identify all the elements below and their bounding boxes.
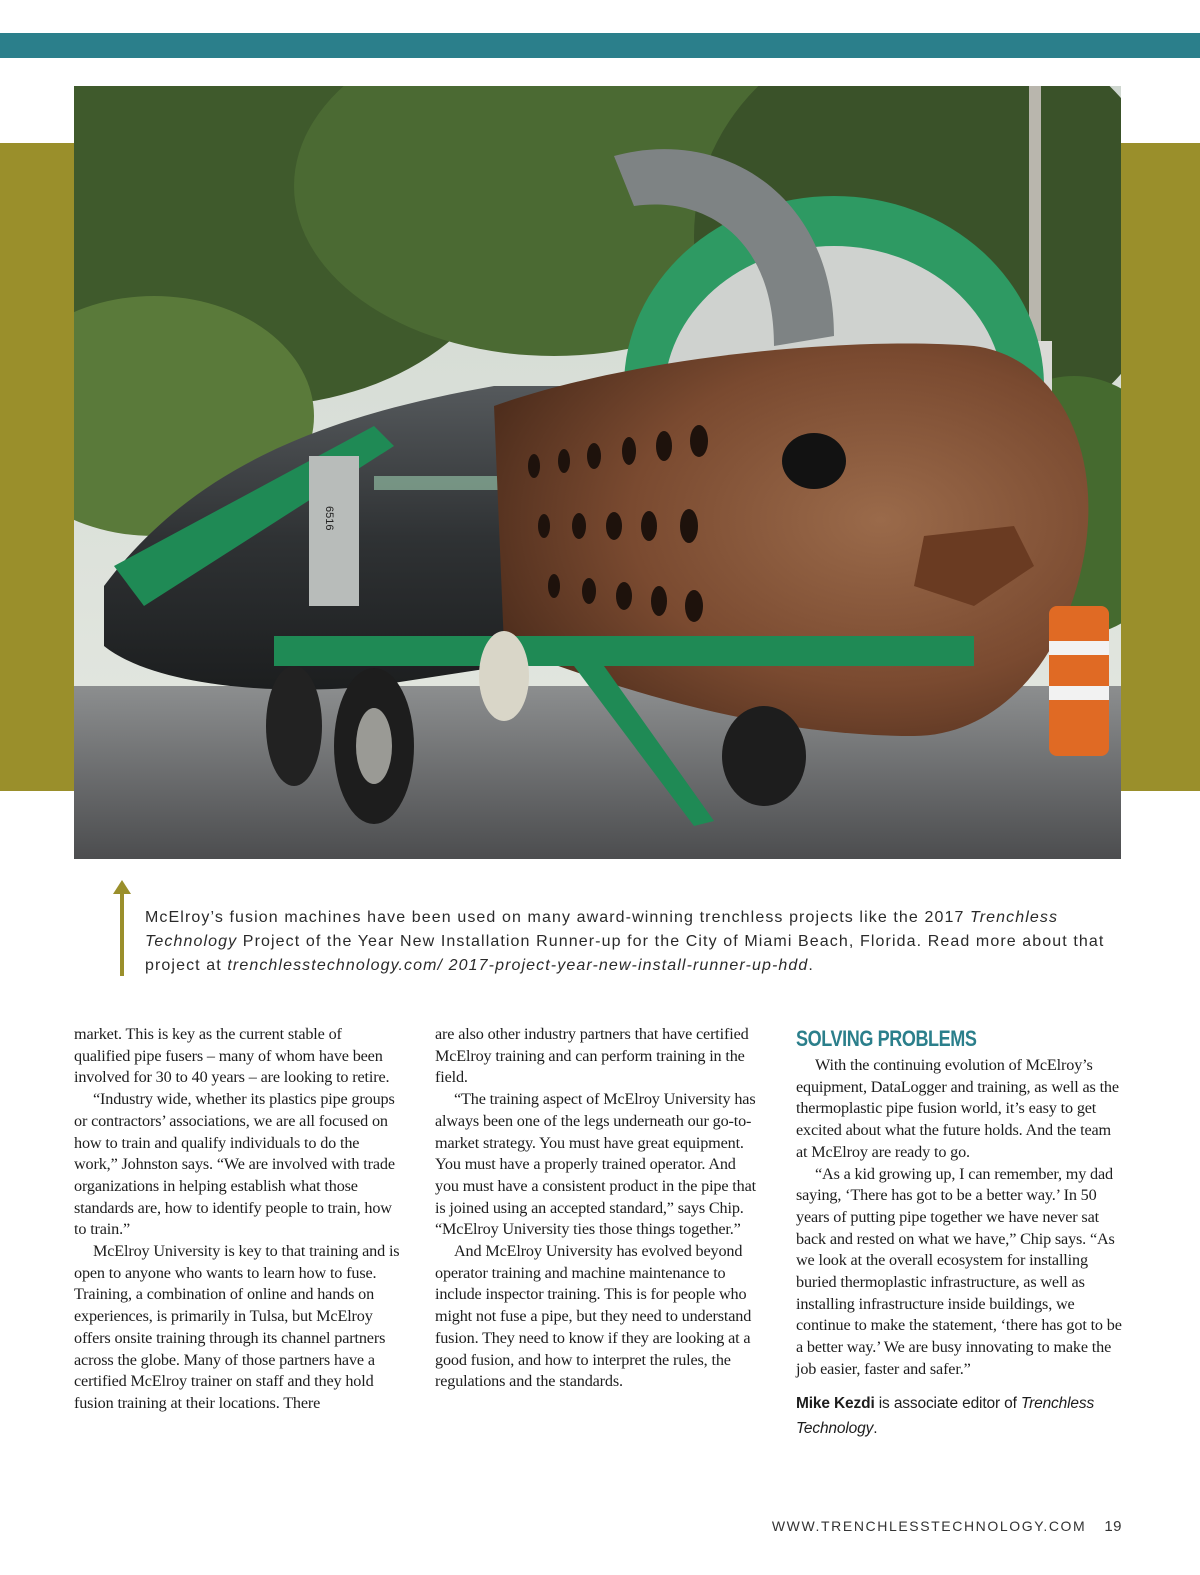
photo-caption [145, 906, 1105, 978]
paragraph: market. This is key as the current stable of qualified pipe fusers – many of whom have been involved for 30 to 40 years – are looking to retire. [74, 1025, 390, 1087]
article-column-2 [435, 1024, 761, 1393]
bio-publication: Trenchless Technology [796, 1394, 1095, 1437]
caption-publication: Trenchless Technology [145, 909, 1059, 950]
fusion-machine-photo [74, 86, 1121, 859]
article-column-1 [74, 1024, 400, 1415]
paragraph: “Industry wide, whether its plastics pipe groups or contractors’ associations, we are all focused on how to train and qualify individuals to do the work,” Johnston says. “We are involved with trade organizations in helping establish what those standards are, how to identify people to train, how to train.” [74, 1090, 395, 1239]
paragraph: “As a kid growing up, I can remember, my dad saying, ‘There has got to be a better way.’ In 50 years of putting pipe together we have never sat back and rested on what we have,” Chip says. “As we look at the overall ecosystem for installing buried thermoplastic infrastructure, as well as installing infrastructure inside buildings, we continue to make the statement, ‘there has got to be a better way.’ We are busy innovating to make the job easier, faster and safer.” [796, 1164, 1122, 1378]
footer-url[interactable]: WWW.TRENCHLESSTECHNOLOGY.COM [771, 1518, 1087, 1534]
caption-arrow-icon [112, 880, 132, 976]
paragraph: And McElroy University has evolved beyond operator training and machine maintenance to include inspector training. This is for people who might not fuse a pipe, but they need to understand fusion. They need to know if they are looking at a good fusion, and how to interpret the rules, the regulations and the standards. [435, 1242, 752, 1391]
caption-end: . [808, 957, 814, 974]
bio-text: is associate editor of [874, 1394, 1021, 1412]
paragraph: McElroy University is key to that training and is open to anyone who wants to learn how to fuse. Training, a combination of online and hands on experiences, is primarily in Tulsa, but McElroy offers onsite training through its channel partners across the globe. Many of those partners have a certified McElroy trainer on staff and they hold fusion training at their locations. There [74, 1242, 400, 1412]
paragraph: “The training aspect of McElroy University has always been one of the legs underneath our go-to-market strategy. You must have great equipment. You must have a properly trained operator. And you must have a consistent product in the pipe that is joined using an accepted standard,” says Chip. “McElroy University ties those things together.” [435, 1090, 756, 1239]
article-column-3 [796, 1024, 1122, 1441]
page-footer [772, 1518, 1122, 1535]
paragraph: are also other industry partners that have certified McElroy training and can perform training in the field. [435, 1025, 749, 1087]
caption-link[interactable]: trenchlesstechnology.com/ 2017-project-year-new-install-runner-up-hdd [227, 957, 809, 974]
top-color-band [0, 33, 1200, 58]
page-number: 19 [1104, 1518, 1122, 1535]
caption-text-2: Project of the Year New Installation Runner-up for the City of Miami Beach, Florida. Read more about that project at [145, 933, 1105, 974]
author-name: Mike Kezdi [796, 1394, 875, 1412]
machine-number-label: 6516 [323, 506, 335, 531]
caption-text-1: McElroy’s fusion machines have been used on many award-winning trenchless projects like the 2017 [145, 909, 971, 926]
bio-end: . [873, 1419, 878, 1437]
paragraph: With the continuing evolution of McElroy’s equipment, DataLogger and training, as well as the thermoplastic pipe fusion world, it’s easy to get excited about what the future holds. And the team at McElroy are ready to go. [796, 1056, 1119, 1161]
author-bio [796, 1391, 1122, 1441]
section-heading: SOLVING PROBLEMS [796, 1026, 977, 1051]
